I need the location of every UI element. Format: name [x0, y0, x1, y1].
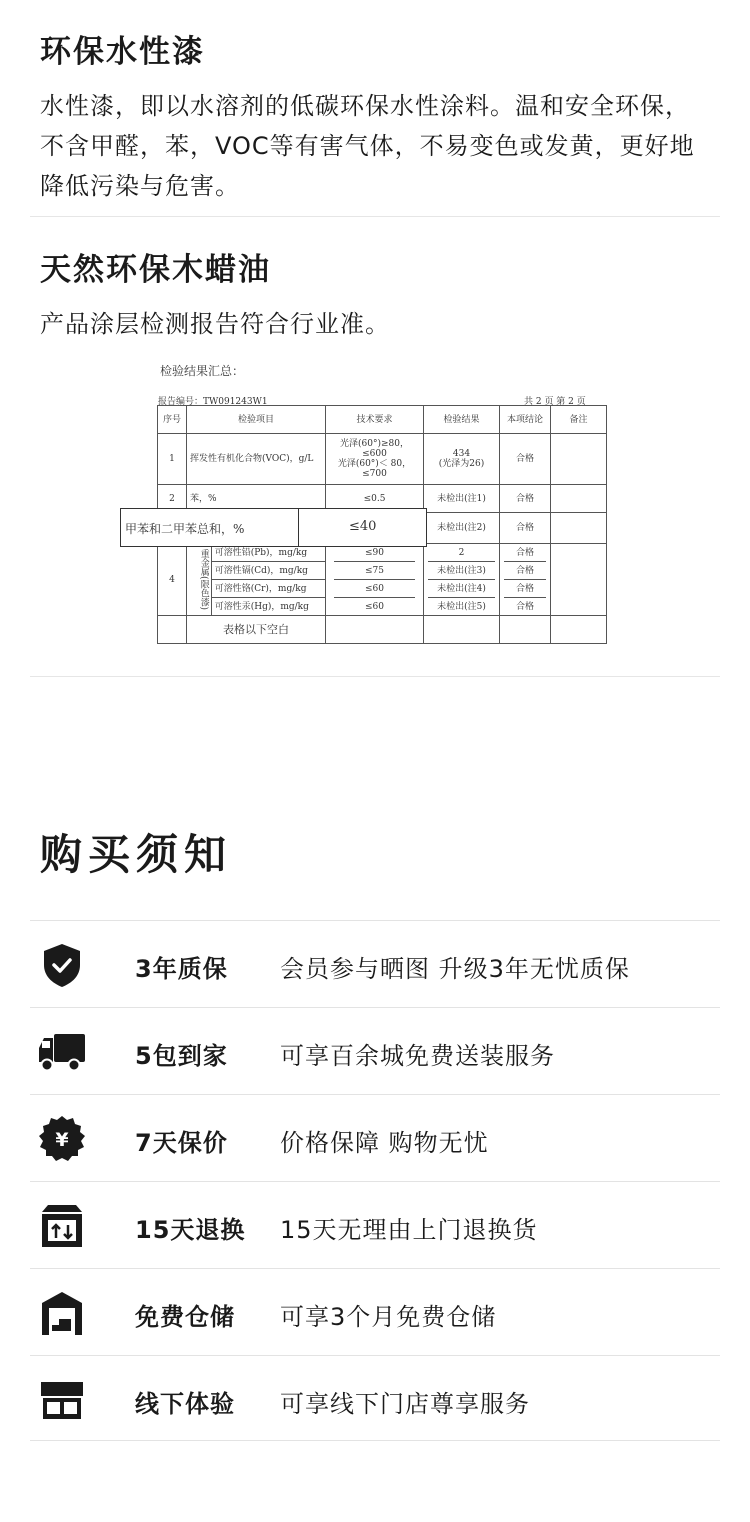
row1-no: 1	[158, 434, 187, 485]
blank-note: 表格以下空白	[187, 616, 326, 644]
blank-cell	[326, 616, 424, 644]
row1-result	[424, 434, 500, 485]
wood-oil-title: 天然环保木蜡油	[40, 252, 271, 288]
req-line: ≤600	[362, 449, 387, 459]
purchase-item-desc: 15天无理由上门退换货	[280, 1216, 538, 1244]
eco-paint-line: 不含甲醛，苯，VOC等有害气体，不易变色或发黄，更好地	[40, 132, 695, 160]
row1-item: 挥发性有机化合物(VOC)，g/L	[187, 434, 326, 485]
purchase-item-title: 5包到家	[135, 1042, 228, 1070]
purchase-item-desc: 可享百余城免费送装服务	[280, 1042, 555, 1070]
purchase-item-delivery	[30, 1007, 720, 1094]
svg-text:¥: ¥	[55, 1129, 69, 1151]
row3-result: 未检出(注2)	[424, 513, 500, 544]
row4-item-list	[212, 544, 325, 615]
row4-results	[424, 544, 500, 616]
row4-remark	[551, 544, 607, 616]
blank-cell	[424, 616, 500, 644]
purchase-item-title: 免费仓储	[135, 1303, 235, 1331]
purchase-title: 购买须知	[40, 830, 233, 879]
row1-remark	[551, 434, 607, 485]
row4-conclusions	[500, 544, 551, 616]
purchase-item-desc: 可享3个月免费仓储	[280, 1303, 497, 1331]
result-line: 434	[452, 449, 471, 459]
purchase-item-desc: 可享线下门店尊享服务	[280, 1390, 530, 1418]
row4-no: 4	[158, 544, 187, 616]
purchase-item-desc: 价格保障 购物无忧	[280, 1129, 489, 1157]
header-no: 序号	[158, 406, 187, 434]
purchase-item-store	[30, 1355, 720, 1442]
row2-remark	[551, 485, 607, 513]
wood-oil-description: 产品涂层检测报告符合行业准。	[40, 310, 390, 338]
metal-result: 未检出(注3)	[428, 562, 495, 580]
header-conclusion: 本项结论	[500, 406, 551, 434]
row2-no: 2	[158, 485, 187, 513]
metal-req: ≤60	[365, 601, 384, 612]
eco-paint-line: 水性漆，即以水溶剂的低碳环保水性涂料。温和安全环保，	[40, 92, 690, 120]
eco-paint-line: 降低污染与危害。	[40, 172, 240, 200]
purchase-item-storage	[30, 1268, 720, 1355]
delivery-truck-icon	[38, 1028, 86, 1076]
metal-result: 未检出(注5)	[437, 601, 486, 612]
bottom-divider	[30, 1440, 720, 1441]
row4-group: 重金属(限色漆)	[187, 544, 212, 615]
req-line: ≤700	[362, 469, 387, 479]
report-page-info: 共 2 页 第 2 页	[524, 397, 586, 407]
purchase-item-warranty	[30, 920, 720, 1007]
blank-cell	[500, 616, 551, 644]
purchase-item-title: 线下体验	[135, 1390, 235, 1418]
purchase-item-price-protection	[30, 1094, 720, 1181]
row2-result: 未检出(注1)	[424, 485, 500, 513]
row4-requirements	[326, 544, 424, 616]
yuan-badge-icon	[38, 1115, 86, 1163]
purchase-item-return	[30, 1181, 720, 1268]
blank-no	[158, 616, 187, 644]
section-divider	[30, 216, 720, 217]
row2-conclusion: 合格	[500, 485, 551, 513]
purchase-item-title: 15天退换	[135, 1216, 246, 1244]
metal-item: 可溶性汞(Hg)，mg/kg	[214, 601, 309, 612]
result-line: (光泽为26)	[438, 459, 485, 469]
metal-result: 2	[428, 544, 495, 562]
blank-cell	[551, 616, 607, 644]
shield-check-icon	[38, 941, 86, 989]
metal-conclusion: 合格	[504, 562, 546, 580]
row4-items	[187, 544, 326, 616]
inspection-report	[120, 360, 610, 650]
toluene-xylene-overlay	[120, 508, 427, 547]
report-caption: 检验结果汇总：	[160, 364, 245, 378]
req-line: 光泽(60°)≥80，	[340, 439, 409, 449]
row1-conclusion: 合格	[500, 434, 551, 485]
metal-req: ≤75	[334, 562, 415, 580]
eco-paint-title: 环保水性漆	[40, 34, 205, 70]
overlay-requirement: ≤40	[349, 519, 377, 534]
return-box-icon	[38, 1202, 86, 1250]
metal-item: 可溶性铬(Cr)，mg/kg	[212, 580, 325, 598]
row2-requirement: ≤0.5	[326, 485, 424, 513]
purchase-item-desc: 会员参与晒图 升级3年无忧质保	[280, 955, 630, 983]
metal-conclusion: 合格	[504, 580, 546, 598]
warehouse-icon	[38, 1289, 86, 1337]
eco-paint-description	[40, 86, 720, 206]
metal-req: ≤90	[334, 544, 415, 562]
report-number: 报告编号：TW091243W1	[158, 397, 268, 407]
metal-conclusion: 合格	[515, 601, 534, 612]
metal-item: 可溶性铅(Pb)，mg/kg	[212, 544, 325, 562]
header-result: 检验结果	[424, 406, 500, 434]
overlay-item: 甲苯和二甲苯总和，%	[125, 522, 245, 536]
req-line: 光泽(60°)＜ 80，	[337, 459, 412, 469]
row3-conclusion: 合格	[500, 513, 551, 544]
section-divider	[30, 676, 720, 677]
header-item: 检验项目	[187, 406, 326, 434]
metal-item: 可溶性镉(Cd)，mg/kg	[212, 562, 325, 580]
header-remark: 备注	[551, 406, 607, 434]
metal-result: 未检出(注4)	[428, 580, 495, 598]
store-icon	[38, 1376, 86, 1424]
purchase-item-title: 3年质保	[135, 955, 228, 983]
row3-remark	[551, 513, 607, 544]
metal-conclusion: 合格	[504, 544, 546, 562]
row1-requirement	[326, 434, 424, 485]
header-requirement: 技术要求	[326, 406, 424, 434]
metal-req: ≤60	[334, 580, 415, 598]
row2-item: 苯，%	[187, 485, 326, 513]
purchase-item-title: 7天保价	[135, 1129, 228, 1157]
overlay-separator	[298, 509, 299, 546]
